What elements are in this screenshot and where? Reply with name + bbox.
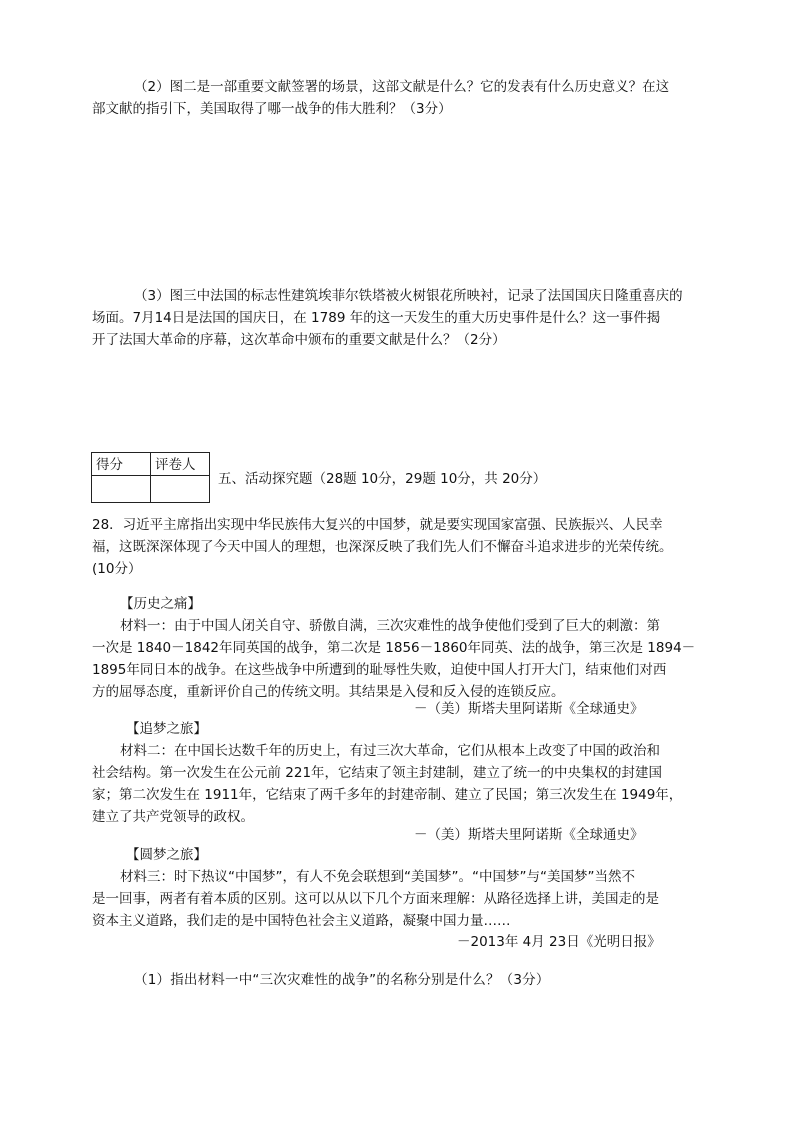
material-2 [92,718,704,828]
question-28-line-2: 福，这既深深体现了今天中国人的理想，也深深反映了我们先人们不懈奋斗追求进步的光荣传统。 [92,539,673,555]
grader-cell [151,476,210,503]
question-28-1: （1）指出材料一中“三次灾难性的战争”的名称分别是什么？（3分） [134,972,550,988]
material-1 [92,593,704,703]
material-3-source: －2013年 4月 23日《光明日报》 [457,934,661,950]
question-28-line-3: (10分） [92,561,142,577]
question-3-line-2: 场面。7月14日是法国的国庆日，在 1789 年的这一天发生的重大历史事件是什么？这一事件揭 [92,310,661,326]
material-1-source: －（美）斯塔夫里阿诺斯《全球通史》 [414,701,644,717]
question-3-line-3: 开了法国大革命的序幕，这次革命中颁布的重要文献是什么？（2分） [92,332,506,348]
score-header: 得分 [92,453,151,476]
material-1-tag: 【历史之痛】 [120,596,201,612]
material-3-tag: 【圆梦之旅】 [126,847,207,863]
material-2-line-1: 材料二：在中国长达数千年的历史上，有过三次大革命，它们从根本上改变了中国的政治和 [120,743,660,759]
score-cell [92,476,151,503]
material-1-line-1: 材料一：由于中国人闭关自守、骄傲自满，三次灾难性的战争使他们受到了巨大的刺激：第 [120,618,660,634]
question-28-line-1: 28．习近平主席指出实现中华民族伟大复兴的中国梦，就是要实现国家富强、民族振兴、人民幸 [92,517,663,533]
question-28 [92,514,704,580]
question-2-line-2: 部文献的指引下，美国取得了哪一战争的伟大胜利？（3分） [92,101,452,117]
section-5-heading: 五、活动探究题（28题 10分，29题 10分，共 20分） [218,471,547,487]
material-3 [92,844,704,932]
material-1-line-3: 1895年同日本的战争。在这些战争中所遭到的耻辱性失败，迫使中国人打开大门，结束他们对西 [92,662,667,678]
grader-header: 评卷人 [151,453,210,476]
material-3-line-3: 资本主义道路，我们走的是中国特色社会主义道路，凝聚中国力量…… [92,913,511,929]
material-3-line-2: 是一回事，两者有着本质的区别。这可以从以下几个方面来理解：从路径选择上讲，美国走的是 [92,891,659,907]
material-1-line-2: 一次是 1840－1842年同英国的战争，第二次是 1856－1860年同英、法的战争，第三次是 1894－ [92,640,696,656]
question-2 [92,76,704,120]
score-table [91,452,210,503]
material-2-source: －（美）斯塔夫里阿诺斯《全球通史》 [414,827,644,843]
material-3-line-1: 材料三：时下热议“中国梦”，有人不免会联想到“美国梦”。“中国梦”与“美国梦”当然不 [120,869,635,885]
material-2-line-4: 建立了共产党领导的政权。 [92,809,254,825]
material-2-line-3: 家；第二次发生在 1911年，它结束了两千多年的封建帝制、建立了民国；第三次发生在 1949年， [92,787,683,803]
material-2-line-2: 社会结构。第一次发生在公元前 221年，它结束了领主封建制，建立了统一的中央集权的封建国 [92,765,663,781]
question-2-line-1: （2）图二是一部重要文献签署的场景，这部文献是什么？它的发表有什么历史意义？在这 [134,79,670,95]
question-3 [92,285,704,351]
material-1-line-4: 方的屈辱态度，重新评价自己的传统文明。其结果是入侵和反入侵的连锁反应。 [92,684,565,700]
material-2-tag: 【追梦之旅】 [126,721,207,737]
question-3-line-1: （3）图三中法国的标志性建筑埃菲尔铁塔被火树银花所映衬，记录了法国国庆日隆重喜庆的 [134,288,683,304]
